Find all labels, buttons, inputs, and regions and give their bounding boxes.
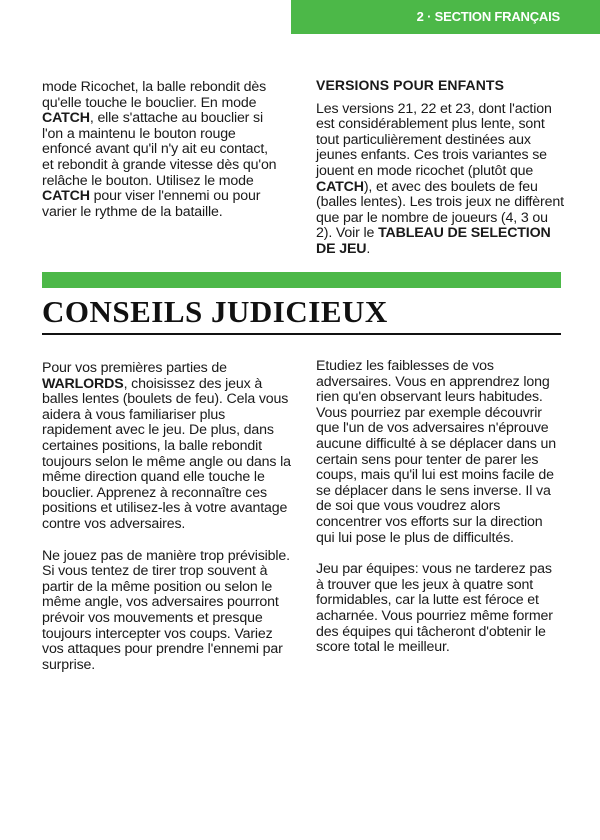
paragraph <box>316 102 566 258</box>
text-run: mode Ricochet, la balle rebondit dès qu'elle touche le bouclier. En mode <box>42 79 267 111</box>
bold-term: TABLEAU DE SELECTION DE JEU <box>316 225 551 257</box>
paragraph <box>42 549 292 674</box>
text-run: Ne jouez pas de manière trop prévisible. Si vous tentez de tirer trop souvent à partir de la même position ou selon le même angle, vos adversaires pourront prévoir vos mouvements et presque toujours intercepter vos coups. Variez vos attaques pour prendre l'ennemi par surprise. <box>42 547 290 673</box>
paragraph <box>316 562 561 656</box>
main-left-column <box>42 361 292 673</box>
text-run: Les versions 21, 22 et 23, dont l'action est considérablement plus lente, sont tout particulièrement destinées aux jeunes enfants. Ces trois variantes se jouent en mode ricochet (plutôt que <box>316 100 552 179</box>
bold-term: CATCH <box>42 188 90 205</box>
top-left-column <box>42 80 282 220</box>
text-run: . <box>366 240 371 257</box>
paragraph <box>42 80 282 220</box>
text-run: pour viser l'ennemi ou pour varier le rythme de la bataille. <box>42 188 261 220</box>
subheading: VERSIONS POUR ENFANTS <box>316 77 505 93</box>
text-run: Pour vos premières parties de <box>42 360 227 376</box>
text-run: Jeu par équipes: vous ne tarderez pas à trouver que les jeux à quatre sont formidables, car la lutte est féroce et acharnée. Vous pourriez même former des équipes qui tâcheront d'obtenir le score total le meilleur. <box>316 561 553 656</box>
main-right-column <box>316 359 561 656</box>
section-label: 2 · SECTION FRANÇAIS <box>416 9 560 24</box>
text-run: ), et avec des boulets de feu (balles lentes). Les trois jeux ne diffèrent que par le nombre de joueurs (4, 3 ou 2). Voir le <box>316 178 564 242</box>
section-title: CONSEILS JUDICIEUX <box>42 294 388 329</box>
paragraph <box>42 361 292 533</box>
top-right-column <box>316 78 566 258</box>
paragraph <box>316 359 561 546</box>
bold-term: CATCH <box>316 178 364 195</box>
section-header-bar <box>291 0 600 34</box>
title-underline <box>42 333 561 335</box>
bold-term: CATCH <box>42 110 90 127</box>
text-run: , elle s'attache au bouclier si l'on a maintenu le bouton rouge enfoncé avant qu'il n'y ait eu contact, et rebondit à grande vitesse dès qu'on relâche le bouton. Utilisez le mode <box>42 110 277 189</box>
bold-term: WARLORDS <box>42 375 124 392</box>
text-run: , choisissez des jeux à balles lentes (boulets de feu). Cela vous aidera à vous familiariser plus rapidement avec le jeu. De plus, dans certaines positions, la balle rebondit toujours selon le même angle ou dans la même direction quand elle touche le bouclier. Apprenez à reconnaître ces positions et utilisez-les à votre avantage contre vos adversaires. <box>42 375 291 532</box>
text-run: Etudiez les faiblesses de vos adversaires. Vous en apprendrez long rien qu'en observant leurs habitudes. Vous pourriez par exemple découvrir que l'un de vos adversaires n'éprouve aucune difficulté à se déplacer dans un certain sens pour tenter de parer les coups, mais qu'il lui est moins facile de se déplacer dans le sens inverse. Il va de soi que vous voudrez alors concentrer vos efforts sur la direction qui lui pose le plus de difficultés. <box>316 358 556 546</box>
section-divider-bar <box>42 272 561 288</box>
